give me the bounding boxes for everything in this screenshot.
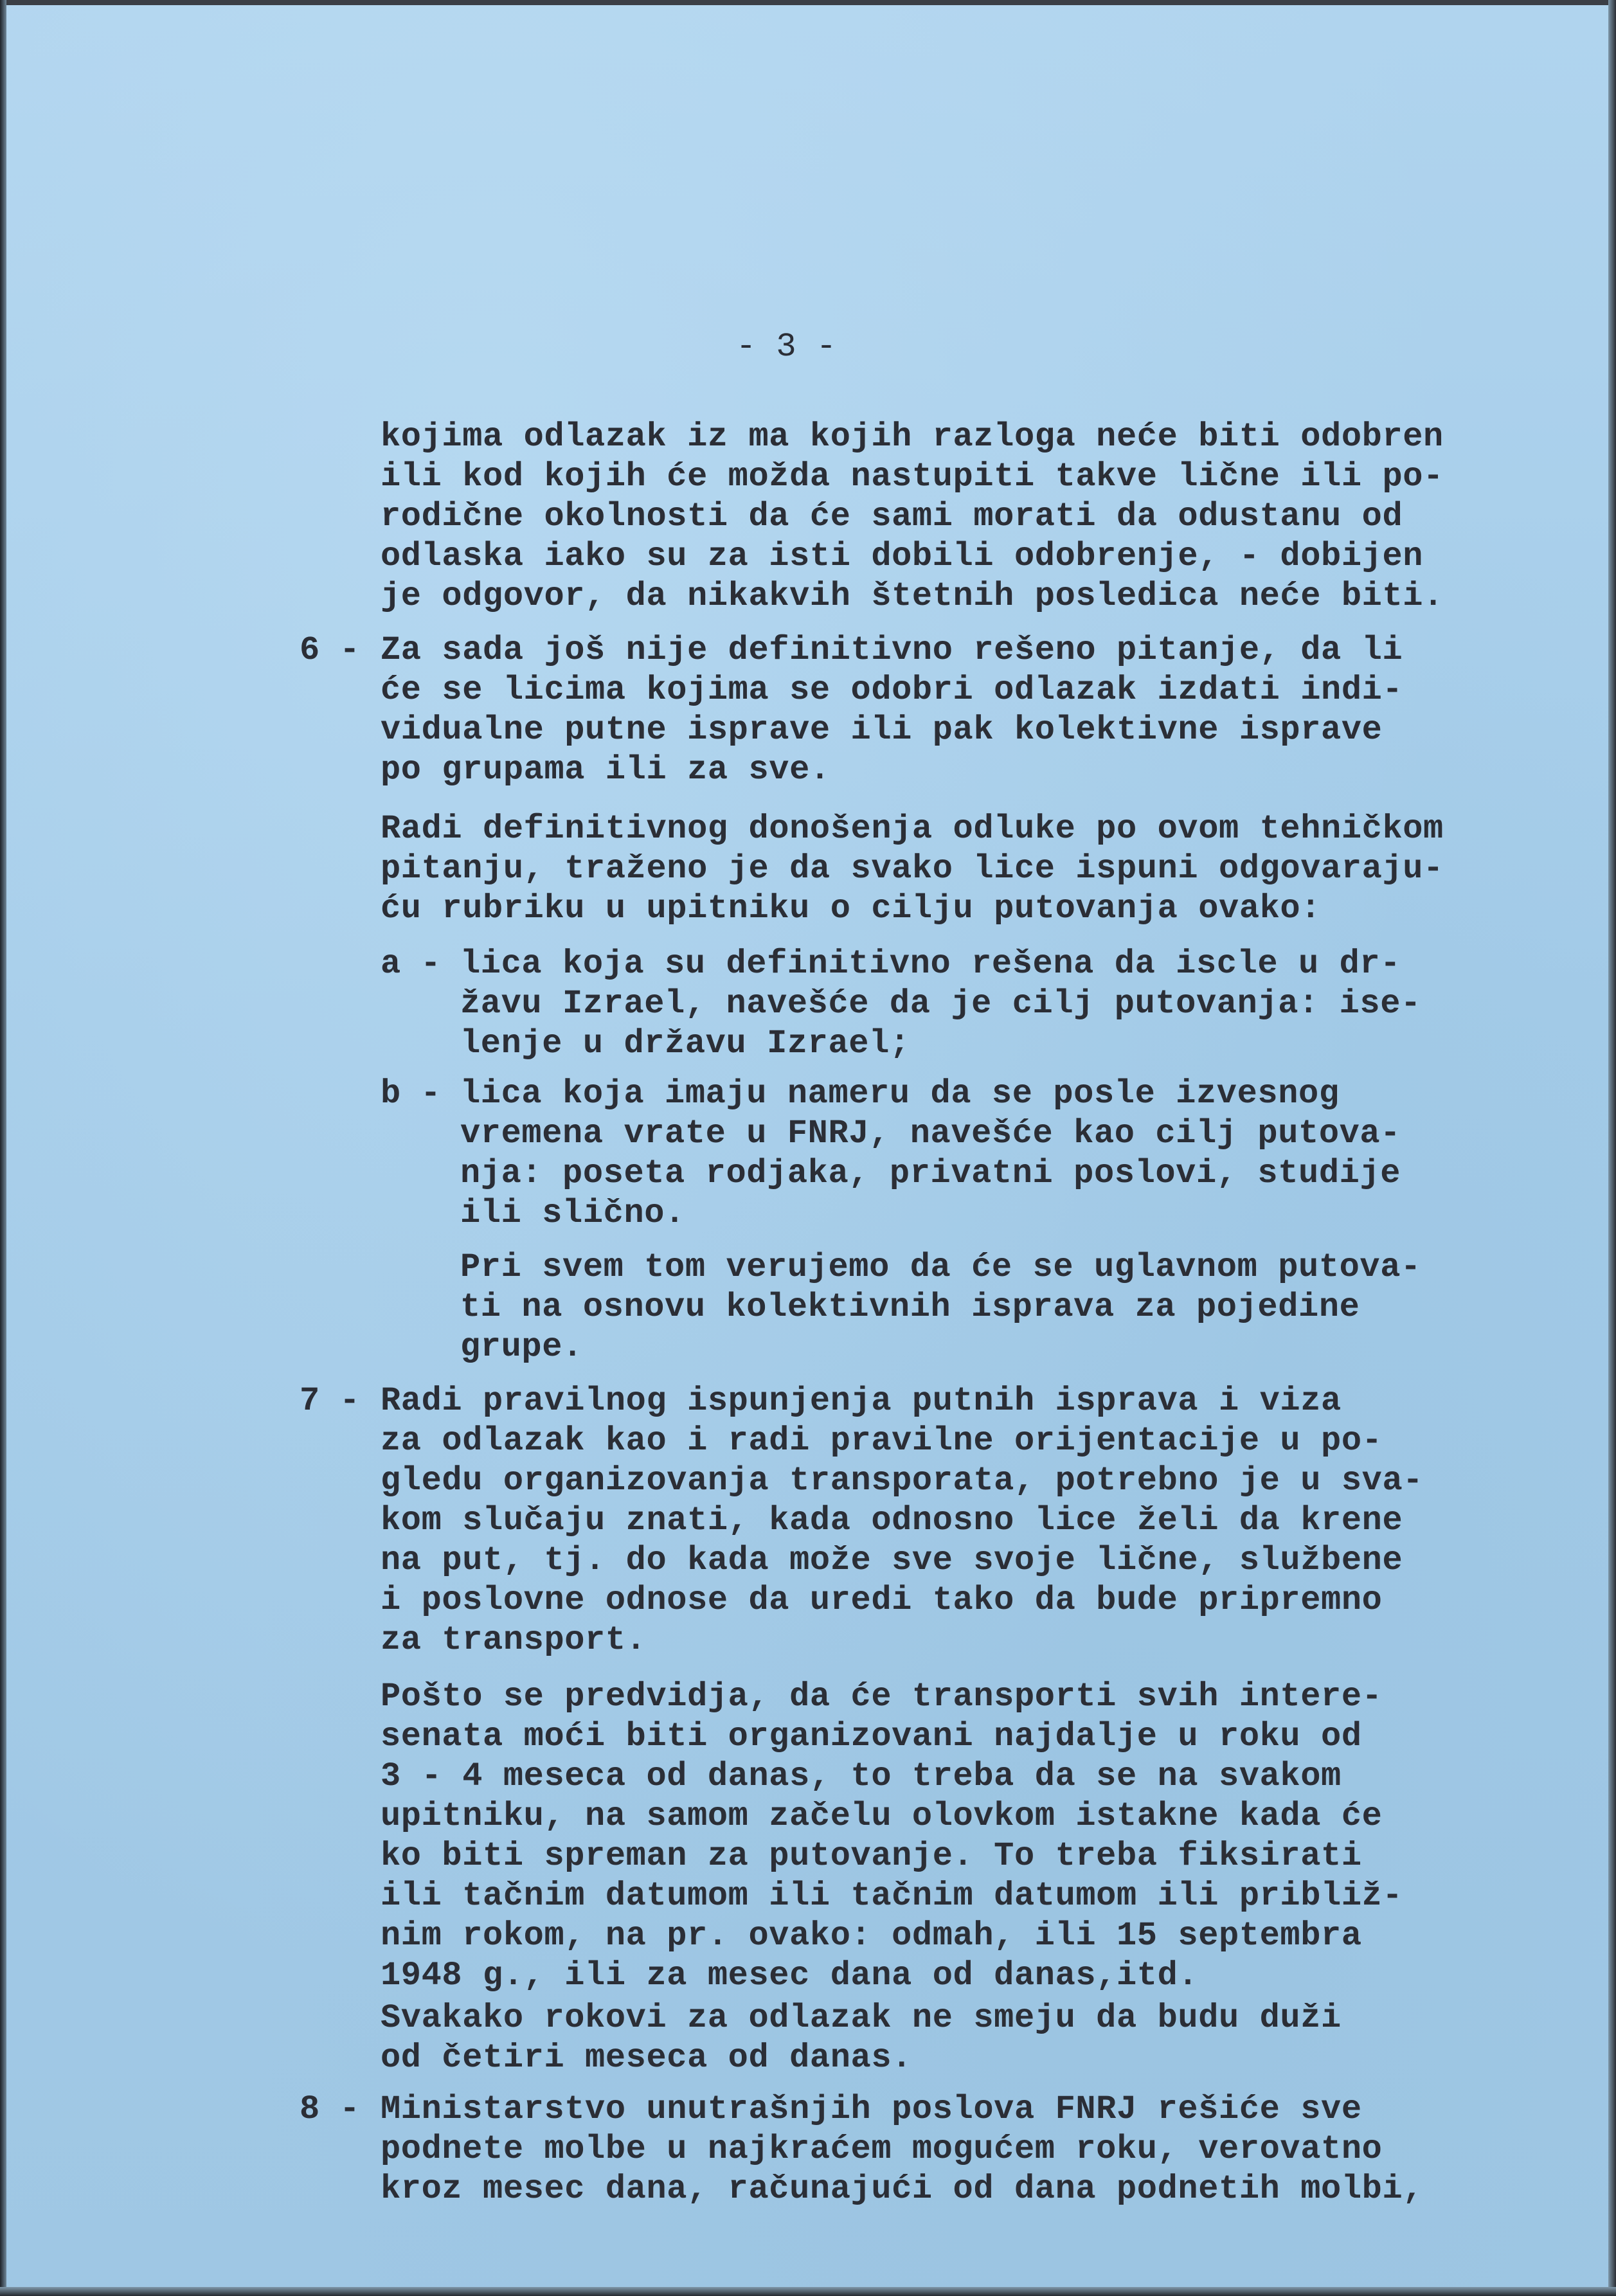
item-6-line: po grupama ili za sve. <box>381 751 830 789</box>
item-7-line: kom slučaju znati, kada odnosno lice želi da krene <box>381 1502 1403 1539</box>
item-7-para2-line: 1948 g., ili za mesec dana od danas,itd. <box>381 1957 1199 1995</box>
page-number: - 3 - <box>736 328 837 366</box>
scan-edge-right <box>1608 0 1616 2296</box>
intro-line: je odgovor, da nikakvih štetnih posledica neće biti. <box>381 577 1444 615</box>
item-6-para3-line: grupe. <box>460 1328 583 1366</box>
item-7-para2-line: Pošto se predvidja, da će transporti svih intere- <box>381 1678 1383 1716</box>
sub-a-label: a - <box>381 945 441 983</box>
item-7-para2-line: nim rokom, na pr. ovako: odmah, ili 15 septembra <box>381 1917 1362 1955</box>
item-7-para2-line: 3 - 4 meseca od danas, to treba da se na svakom <box>381 1757 1342 1795</box>
scan-edge-top <box>0 0 1616 5</box>
item-8-line: kroz mesec dana, računajući od dana podnetih molbi, <box>381 2170 1424 2208</box>
intro-line: odlaska iako su za isti dobili odobrenje, - dobijen <box>381 537 1424 575</box>
item-7-para3-line: Svakako rokovi za odlazak ne smeju da budu duži <box>381 1999 1342 2037</box>
item-6-line: Za sada još nije definitivno rešeno pitanje, da li <box>381 631 1403 669</box>
sub-a-line: lica koja su definitivno rešena da iscle u dr- <box>460 945 1401 983</box>
item-7-line: i poslovne odnose da uredi tako da bude pripremno <box>381 1581 1383 1619</box>
sub-b-line: vremena vrate u FNRJ, navešće kao cilj putova- <box>460 1115 1401 1152</box>
intro-line: ili kod kojih će možda nastupiti takve lične ili po- <box>381 458 1444 496</box>
sub-a-line: žavu Izrael, navešće da je cilj putovanja: ise- <box>460 985 1421 1023</box>
item-6-para3-line: Pri svem tom verujemo da će se uglavnom putova- <box>460 1248 1421 1286</box>
sub-b-line: lica koja imaju nameru da se posle izvesnog <box>460 1075 1340 1113</box>
item-7-para2-line: senata moći biti organizovani najdalje u roku od <box>381 1718 1362 1755</box>
intro-line: kojima odlazak iz ma kojih razloga neće biti odobren <box>381 418 1444 456</box>
item-8-number: 8 - <box>300 2090 360 2128</box>
item-8-line: podnete molbe u najkraćem mogućem roku, verovatno <box>381 2130 1383 2168</box>
sub-b-line: nja: poseta rodjaka, privatni poslovi, studije <box>460 1154 1401 1192</box>
item-7-para2-line: upitniku, na samom začelu olovkom istakne kada će <box>381 1797 1383 1835</box>
item-7-line: za odlazak kao i radi pravilne orijentacije u po- <box>381 1422 1383 1460</box>
intro-line: rodične okolnosti da će sami morati da odustanu od <box>381 498 1403 535</box>
item-7-number: 7 - <box>300 1382 360 1420</box>
item-6-para2-line: ću rubriku u upitniku o cilju putovanja ovako: <box>381 890 1322 928</box>
scan-edge-bottom <box>0 2287 1616 2296</box>
item-7-line: na put, tj. do kada može sve svoje lične, službene <box>381 1541 1403 1579</box>
item-6-para2-line: Radi definitivnog donošenja odluke po ovom tehničkom <box>381 810 1444 848</box>
item-7-line: Radi pravilnog ispunjenja putnih isprava i viza <box>381 1382 1342 1420</box>
sub-a-line: lenje u državu Izrael; <box>460 1025 910 1063</box>
item-7-line: gledu organizovanja transporata, potrebno je u sva- <box>381 1462 1424 1500</box>
item-7-para2-line: ko biti spreman za putovanje. To treba fiksirati <box>381 1837 1362 1875</box>
item-7-line: za transport. <box>381 1621 647 1659</box>
scan-edge-left <box>0 0 6 2296</box>
item-8-line: Ministarstvo unutrašnjih poslova FNRJ rešiće sve <box>381 2090 1362 2128</box>
sub-b-line: ili slično. <box>460 1194 685 1232</box>
sub-b-label: b - <box>381 1075 441 1113</box>
item-6-line: će se licima kojima se odobri odlazak izdati indi- <box>381 671 1403 709</box>
item-6-para3-line: ti na osnovu kolektivnih isprava za pojedine <box>460 1288 1360 1326</box>
item-6-para2-line: pitanju, traženo je da svako lice ispuni odgovaraju- <box>381 850 1444 888</box>
item-7-para3-line: od četiri meseca od danas. <box>381 2039 912 2077</box>
item-6-number: 6 - <box>300 631 360 669</box>
item-6-line: vidualne putne isprave ili pak kolektivne isprave <box>381 711 1383 749</box>
item-7-para2-line: ili tačnim datumom ili tačnim datumom ili približ- <box>381 1877 1403 1915</box>
